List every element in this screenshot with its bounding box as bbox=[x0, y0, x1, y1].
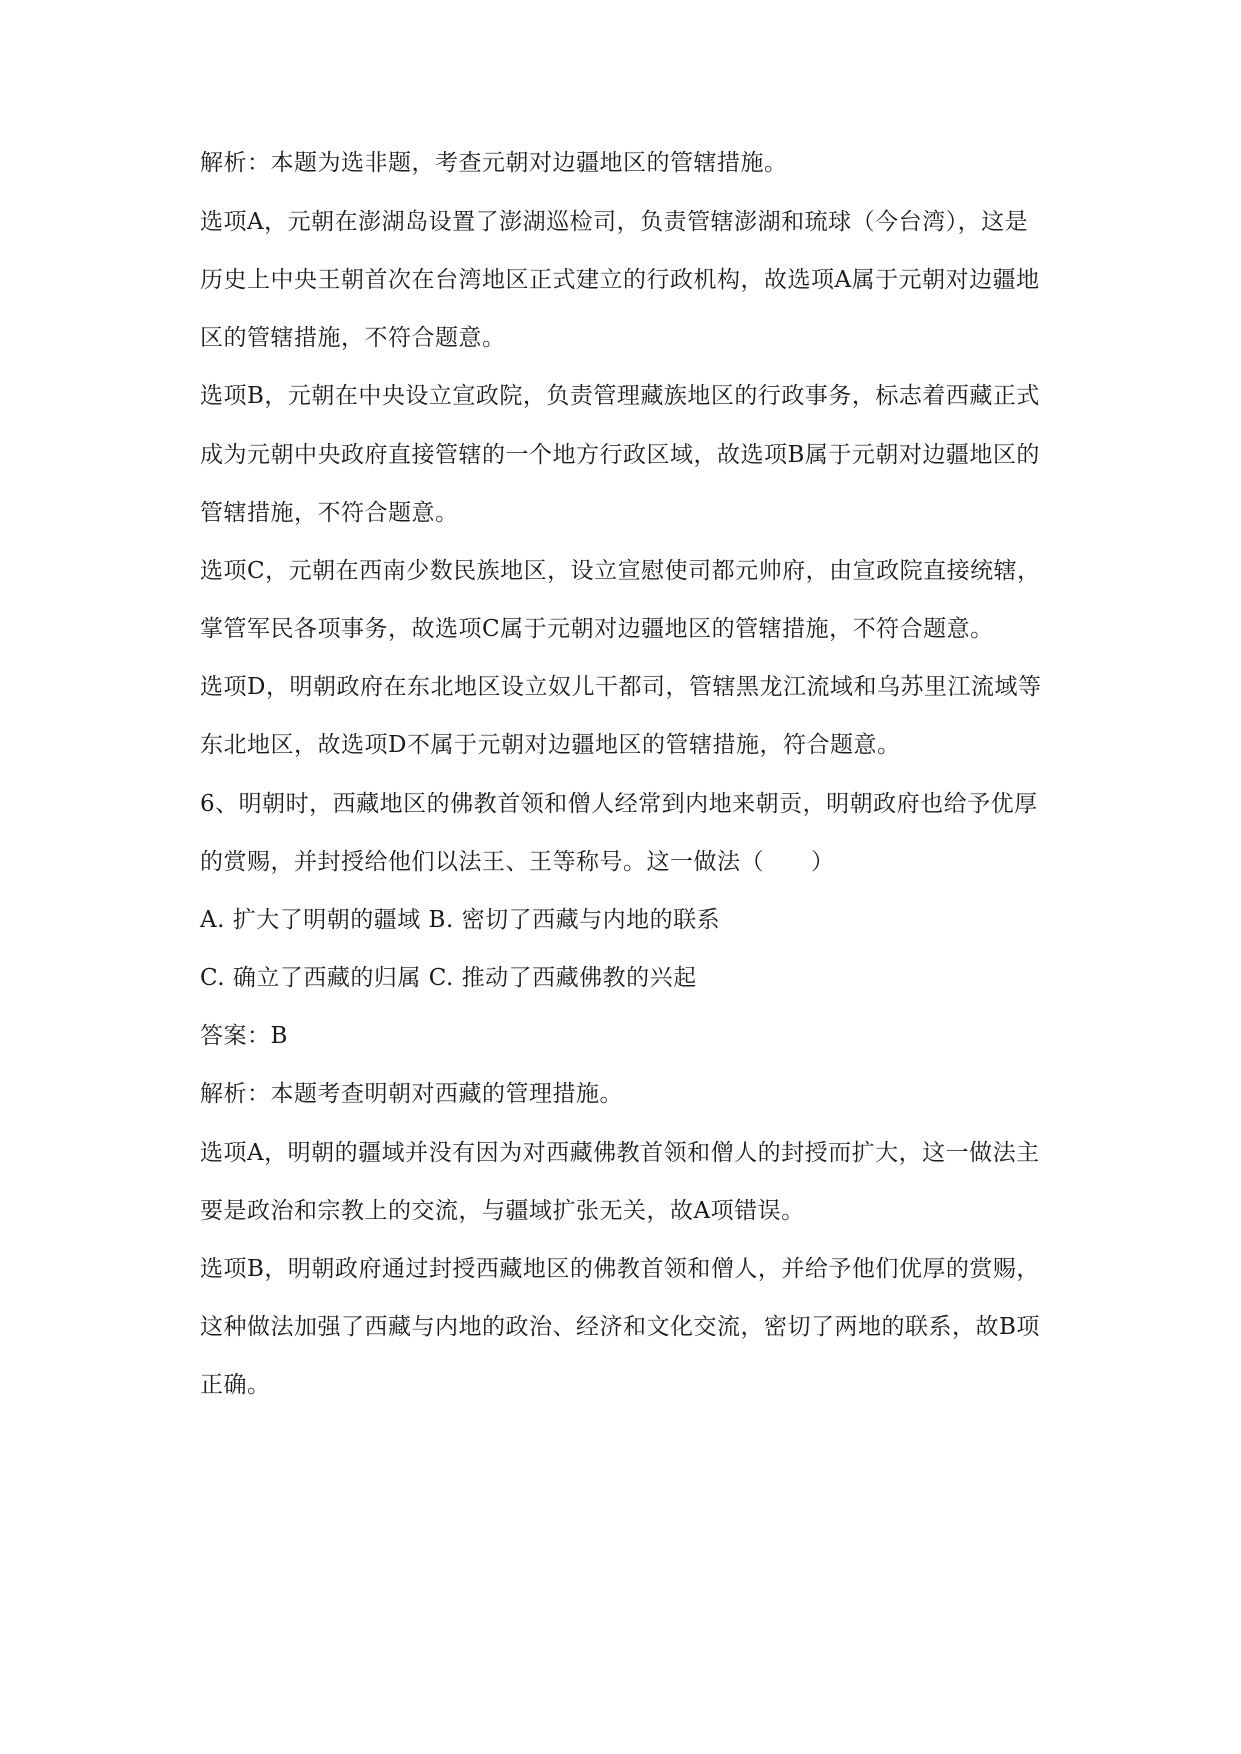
analysis-intro-1: 解析：本题为选非题，考查元朝对边疆地区的管辖措施。 bbox=[200, 150, 788, 176]
option-b-line-1: 选项B，元朝在中央设立宣政院，负责管理藏族地区的行政事务，标志着西藏正式 bbox=[200, 383, 1040, 409]
q6-option-b-line-2: 这种做法加强了西藏与内地的政治、经济和文化交流，密切了两地的联系，故B项 bbox=[200, 1314, 1040, 1340]
option-a-line-2: 历史上中央王朝首次在台湾地区正式建立的行政机构，故选项A属于元朝对边疆地 bbox=[200, 267, 1040, 293]
answer-line: 答案：B bbox=[200, 1023, 288, 1049]
option-a-line-3: 区的管辖措施，不符合题意。 bbox=[200, 325, 506, 351]
analysis-intro-2: 解析：本题考查明朝对西藏的管理措施。 bbox=[200, 1081, 623, 1107]
q6-option-b-line-3: 正确。 bbox=[200, 1372, 271, 1398]
option-b-line-3: 管辖措施，不符合题意。 bbox=[200, 500, 459, 526]
option-d-line-1: 选项D，明朝政府在东北地区设立奴儿干都司，管辖黑龙江流域和乌苏里江流域等 bbox=[200, 674, 1042, 700]
option-c-line-2: 掌管军民各项事务，故选项C属于元朝对边疆地区的管辖措施，不符合题意。 bbox=[200, 616, 994, 642]
q6-option-a-line-2: 要是政治和宗教上的交流，与疆域扩张无关，故A项错误。 bbox=[200, 1198, 805, 1224]
option-a-line-1: 选项A，元朝在澎湖岛设置了澎湖巡检司，负责管辖澎湖和琉球（今台湾），这是 bbox=[200, 209, 1029, 235]
option-c-line-1: 选项C，元朝在西南少数民族地区，设立宣慰使司都元帅府，由宣政院直接统辖， bbox=[200, 558, 1041, 584]
q6-option-b-line-1: 选项B，明朝政府通过封授西藏地区的佛教首领和僧人，并给予他们优厚的赏赐， bbox=[200, 1256, 1040, 1282]
question-6-choices-2: C. 确立了西藏的归属 C. 推动了西藏佛教的兴起 bbox=[200, 965, 697, 991]
question-6-line-2: 的赏赐，并封授给他们以法王、王等称号。这一做法（ ） bbox=[200, 849, 835, 875]
option-d-line-2: 东北地区，故选项D不属于元朝对边疆地区的管辖措施，符合题意。 bbox=[200, 732, 901, 758]
q6-option-a-line-1: 选项A，明朝的疆域并没有因为对西藏佛教首领和僧人的封授而扩大，这一做法主 bbox=[200, 1140, 1040, 1166]
question-6-line-1: 6、明朝时，西藏地区的佛教首领和僧人经常到内地来朝贡，明朝政府也给予优厚 bbox=[200, 791, 1038, 817]
question-6-choices-1: A. 扩大了明朝的疆域 B. 密切了西藏与内地的联系 bbox=[200, 907, 721, 933]
option-b-line-2: 成为元朝中央政府直接管辖的一个地方行政区域，故选项B属于元朝对边疆地区的 bbox=[200, 442, 1040, 468]
